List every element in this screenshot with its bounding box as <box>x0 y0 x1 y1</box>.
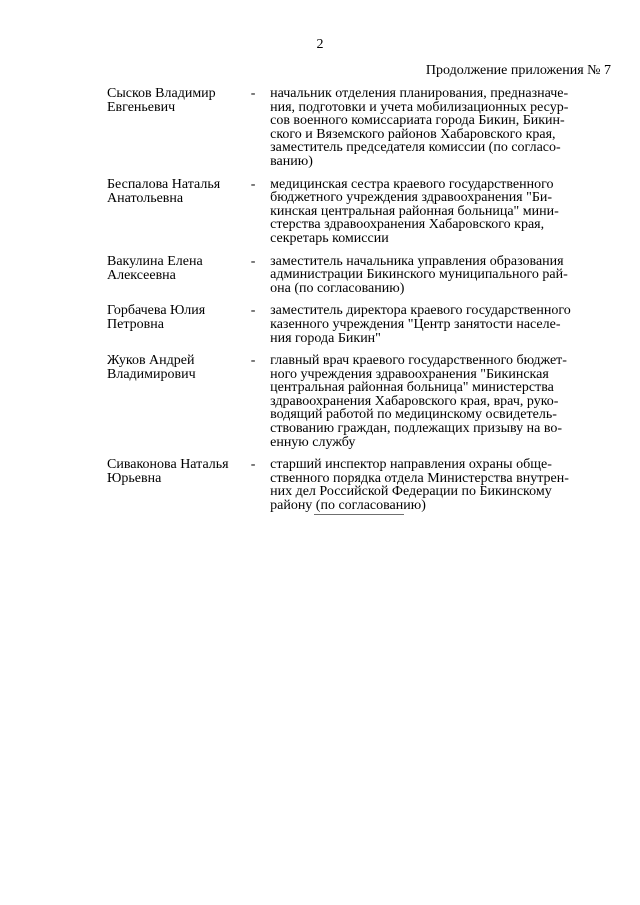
member-position: заместитель начальника управления образования администрации Бикинского муниципального рай- она (по согласованию) <box>270 253 568 296</box>
member-dash: - <box>250 176 256 192</box>
member-entry <box>107 303 607 345</box>
member-position: старший инспектор направления охраны обще- ственного порядка отдела Министерства внутрен- них дел Российской Федерации по Бикинскому району (по согласованию) <box>270 457 569 514</box>
end-separator-line <box>314 514 404 515</box>
member-position: медицинская сестра краевого государственного бюджетного учреждения здравоохранения "Би- кинская центральная районная больница" мини- стерства здравоохранения Хабаровского края, секретарь комиссии <box>270 176 559 246</box>
member-name: Горбачева Юлия Петровна <box>107 303 206 333</box>
member-dash: - <box>250 353 256 369</box>
member-position: главный врач краевого государственного бюджет- ного учреждения здравоохранения "Бикинская центральная районная больница" министерства здравоохранения Хабаровского края, врач, руко- водящий работой по медицинскому освидетель- ствованию граждан, подлежащих призыву на во- енную службу <box>270 353 567 450</box>
member-entry <box>107 353 607 449</box>
member-entry <box>107 457 607 512</box>
member-name: Сысков Владимир Евгеньевич <box>107 86 216 115</box>
member-dash: - <box>250 457 256 473</box>
commission-members-list <box>107 86 607 521</box>
member-entry <box>107 86 607 169</box>
appendix-continuation-note: Продолжение приложения № 7 <box>425 63 611 78</box>
member-name: Сиваконова Наталья Юрьевна <box>107 457 229 487</box>
member-position: начальник отделения планирования, предназначе- ния, подготовки и учета мобилизационных ресур- сов военного комиссариата города Бикин, Бикин- ского и Вяземского районов Хабаровского края, заместитель председателя комиссии (по согласо- ванию) <box>270 86 569 169</box>
member-name: Вакулина Елена Алексеевна <box>107 253 203 283</box>
member-entry <box>107 254 607 296</box>
page-number: 2 <box>316 37 324 52</box>
member-entry <box>107 177 607 246</box>
member-dash: - <box>250 253 256 269</box>
member-dash: - <box>250 303 256 319</box>
member-name: Беспалова Наталья Анатольевна <box>107 176 221 206</box>
member-position: заместитель директора краевого государственного казенного учреждения "Центр занятости населе- ния города Бикин" <box>270 303 571 346</box>
member-name: Жуков Андрей Владимирович <box>107 353 196 383</box>
member-dash: - <box>250 86 256 101</box>
